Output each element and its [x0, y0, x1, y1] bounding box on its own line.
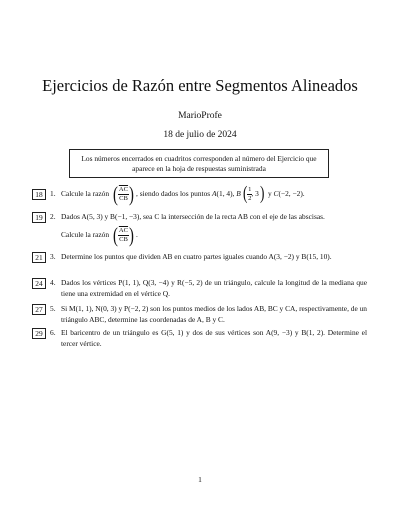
exercise-6-text: El baricentro de un triángulo es G(5, 1) y dos de sus vértices son A(9, −3) y B(1, 2). Determine el tercer vértice.	[61, 328, 367, 348]
exercise-1-text: Calcule la razón ( $\frac{\overline{AC}}{CB}$ ) , siendo dados los puntos A(1, 4), B ( $\frac{1}{2}$ , 3 ) y C(−2, −2).	[61, 182, 305, 207]
document-author: MarioProfe	[178, 111, 222, 121]
exercise-5-text: Si M(1, 1), N(0, 3) y P(−2, 2) son los puntos medios de los lados AB, BC y CA, respectivamente, de un triángulo ABC, determine las coordenadas de A, B y C.	[61, 304, 367, 324]
ratio-fraction: ( $\frac{\overline{AC}}{CB}$ )	[112, 182, 134, 207]
exercise-4-text: Dados los vértices P(1, 1), Q(3, −4) y R(−5, 2) de un triángulo, calcule la longitud de la mediana que tiene una extremidad en el vértice Q.	[61, 278, 367, 298]
exercise-number: 5.	[50, 304, 56, 313]
exercise-number: 1.	[50, 189, 56, 198]
exercise-tag-box: 18	[32, 189, 46, 200]
exercise-2-ratio-line: Calcule la razón ( $\frac{\overline{AC}}{CB}$ ) .	[61, 223, 138, 248]
answer-sheet-note	[69, 149, 329, 178]
exercise-tag-box: 21	[32, 252, 46, 263]
ratio-fraction: ( $\frac{\overline{AC}}{CB}$ )	[112, 223, 134, 248]
exercise-number: 4.	[50, 278, 56, 287]
exercise-number: 3.	[50, 252, 56, 261]
exercise-number: 6.	[50, 328, 56, 337]
note-text: Los números encerrados en cuadritos corresponden al número del Ejercicio que aparece en la hoja de respuestas suministrada	[81, 153, 317, 173]
document-title: Ejercicios de Razón entre Segmentos Alineados	[42, 76, 358, 95]
exercise-2-text: Dados A(5, 3) y B(−1, −3), sea C la intersección de la recta AB con el eje de las abscisas.	[61, 212, 325, 221]
exercise-tag-box: 27	[32, 304, 46, 315]
exercise-tag-box: 24	[32, 278, 46, 289]
exercise-number: 2.	[50, 212, 56, 221]
document-date: 18 de julio de 2024	[163, 130, 237, 140]
exercise-3-text: Determine los puntos que dividen AB en cuatro partes iguales cuando A(3, −2) y B(15, 10).	[61, 252, 332, 261]
point-b-coordinates: ( $\frac{1}{2}$ , 3 )	[242, 183, 265, 205]
exercise-tag-box: 29	[32, 328, 46, 339]
page-number: 1	[198, 475, 202, 484]
exercise-tag-box: 19	[32, 212, 46, 223]
